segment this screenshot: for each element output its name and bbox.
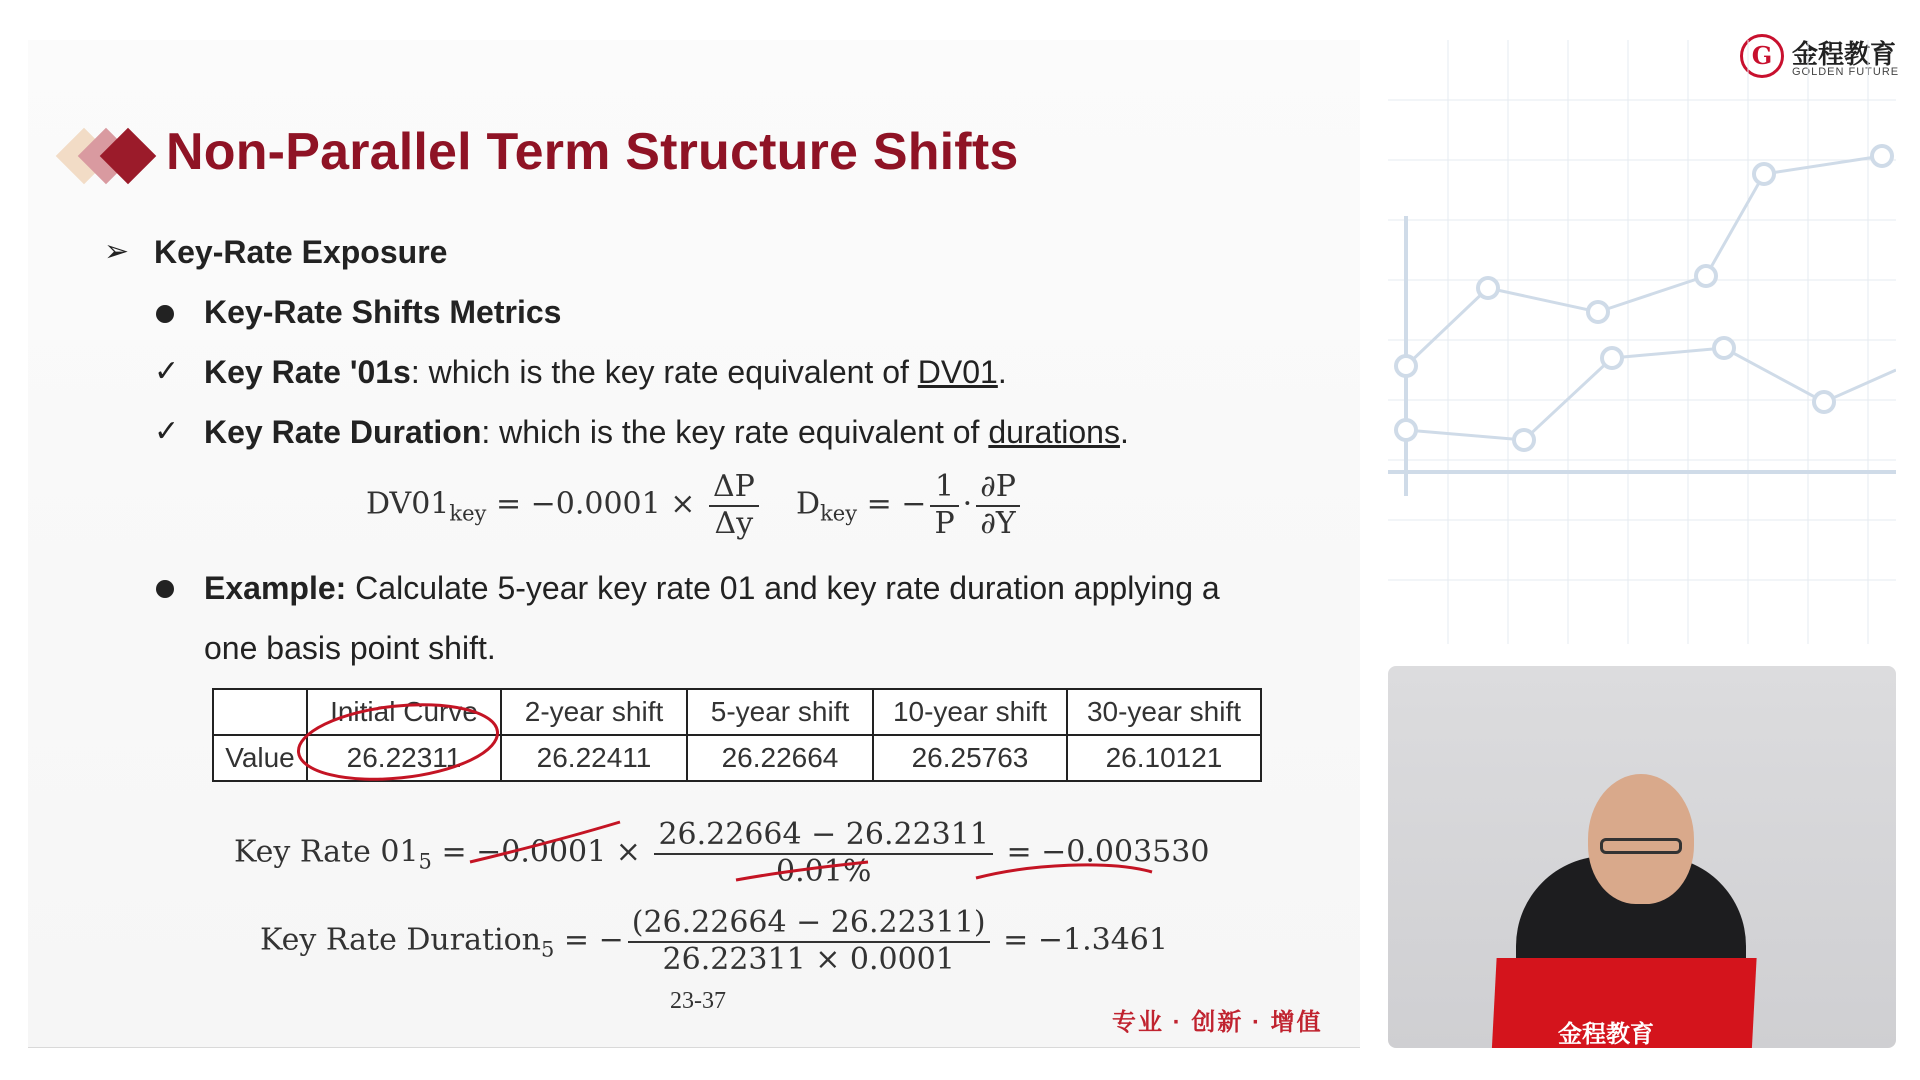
section-heading: Key-Rate Exposure xyxy=(154,234,448,270)
table-header: 10-year shift xyxy=(873,689,1067,735)
lhs-sub: 5 xyxy=(541,937,555,962)
result: = −1.3461 xyxy=(993,922,1168,958)
check-icon: ✓ xyxy=(154,355,180,388)
arrow-bullet-icon: ➢ xyxy=(104,235,130,268)
term: Key Rate '01s xyxy=(204,354,411,390)
denominator: 0.01% xyxy=(776,853,872,889)
lhs: Key Rate Duration xyxy=(260,922,541,958)
numerator: (26.22664 − 26.22311) xyxy=(628,906,990,943)
table-header: 5-year shift xyxy=(687,689,873,735)
instructor-video xyxy=(1388,666,1896,1048)
example-line-2: one basis point shift. xyxy=(204,630,496,666)
lhs: Key Rate 01 xyxy=(234,834,419,870)
table-cell: 26.22664 xyxy=(687,735,873,781)
mid: = −0.0001 × xyxy=(431,834,651,870)
description: : which is the key rate equivalent of xyxy=(410,354,918,390)
logo-emblem-icon: G xyxy=(1740,34,1784,78)
table-header: 2-year shift xyxy=(501,689,687,735)
denominator: Δy xyxy=(714,505,754,541)
example-text: Calculate 5-year key rate 01 and key rate duration applying a xyxy=(346,570,1220,606)
mid: = − xyxy=(554,922,624,958)
table-cell: 26.22311 xyxy=(307,735,501,781)
numerator: ΔP xyxy=(709,470,759,507)
slide-title: Non-Parallel Term Structure Shifts xyxy=(166,123,1019,181)
denominator: ∂Y xyxy=(980,505,1016,541)
lhs: D xyxy=(796,486,821,522)
numerator: 1 xyxy=(930,470,958,507)
glasses-icon xyxy=(1600,838,1682,854)
durations-link: durations xyxy=(988,414,1120,450)
table-cell: 26.22411 xyxy=(501,735,687,781)
denominator: 26.22311 × 0.0001 xyxy=(662,941,955,977)
logo-cn: 金程教育 xyxy=(1792,39,1897,69)
lhs: DV01 xyxy=(366,486,450,522)
mid: = − xyxy=(857,486,927,522)
logo-en: GOLDEN FUTURE xyxy=(1792,66,1900,78)
dot: · xyxy=(962,486,973,522)
lhs-sub: key xyxy=(820,501,858,526)
lhs-sub: key xyxy=(449,501,487,526)
numerator: 26.22664 − 26.22311 xyxy=(654,818,993,855)
punct: . xyxy=(1119,414,1129,450)
decorative-line-graph xyxy=(1388,40,1896,644)
description: : which is the key rate equivalent of xyxy=(481,414,989,450)
bullet-key-rate-metrics: Key-Rate Shifts Metrics xyxy=(204,294,562,330)
punct: . xyxy=(997,354,1007,390)
table-header: 30-year shift xyxy=(1067,689,1261,735)
lhs-sub: 5 xyxy=(418,849,432,874)
table-cell: 26.25763 xyxy=(873,735,1067,781)
example-label: Example: xyxy=(204,570,347,606)
slogan: 专业 · 创新 · 增值 xyxy=(1112,1009,1323,1036)
numerator: ∂P xyxy=(976,470,1020,507)
dv01-link: DV01 xyxy=(917,354,998,390)
denominator: P xyxy=(934,505,955,541)
table-header: Initial Curve xyxy=(307,689,501,735)
row-label: Value xyxy=(213,735,307,781)
page-number: 23-37 xyxy=(670,988,726,1014)
mid: = −0.0001 × xyxy=(486,486,705,522)
table-cell: 26.10121 xyxy=(1067,735,1261,781)
term: Key Rate Duration xyxy=(204,414,482,450)
laptop-logo-text: 金程教育 xyxy=(1558,1021,1654,1048)
result: = −0.003530 xyxy=(996,834,1210,870)
check-icon: ✓ xyxy=(154,415,180,448)
